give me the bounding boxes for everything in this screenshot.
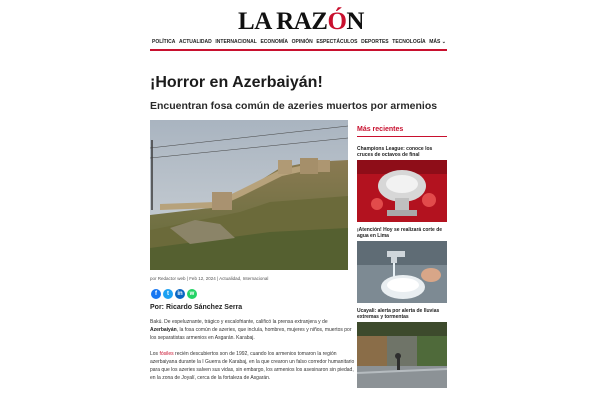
article-paragraph-1: Bakú. De espeluznante, trágico y escalofriante, calificó la prensa extranjera y de Azerbaiyán, la fosa común de azeries, que incluía, hombres, mujeres y niños, muertos por los separatistas armenios en Asgarán. Karabaj.	[150, 319, 352, 341]
article-paragraph-2: Los fósiles recién descubiertos son de 1992, cuando los armenios tomaron la región azerbaiyana durante la I Guerra de Karabaj, en la que crearon un falso corredor humanitario para que los azeries salven sus vidas, sin embargo, los armenios los asesinaron sin piedad, en la zona de Joyalí, cerca de la fortaleza de Asgarán.	[150, 351, 355, 381]
nav-opinion[interactable]: OPINIÓN	[291, 39, 313, 45]
nav-mas[interactable]: MÁS ⌄	[429, 39, 446, 45]
nav-economia[interactable]: ECONOMÍA	[260, 39, 288, 45]
main-nav	[152, 37, 446, 47]
nav-politica[interactable]: POLÍTICA	[152, 39, 176, 45]
whatsapp-share-icon[interactable]: w	[187, 289, 197, 299]
article-byline: Por: Ricardo Sánchez Serra	[150, 304, 243, 311]
article-headline: ¡Horror en Azerbaiyán!	[150, 74, 323, 91]
facebook-share-icon[interactable]: f	[151, 289, 161, 299]
nav-internacional[interactable]: INTERNACIONAL	[215, 39, 257, 45]
nav-divider	[150, 49, 447, 51]
azerbaiyan-keyword: Azerbaiyán	[150, 327, 177, 333]
nav-tecnologia[interactable]: TECNOLOGÍA	[392, 39, 426, 45]
sidebar-title: Más recientes	[357, 126, 404, 133]
sidebar-item-title[interactable]: Champions League: conoce los cruces de octavos de final	[357, 146, 433, 158]
sidebar-thumb-rain[interactable]	[357, 322, 447, 388]
sidebar-thumb-champions[interactable]	[357, 160, 447, 222]
sidebar-divider	[357, 136, 447, 137]
site-header	[0, 0, 602, 52]
share-bar	[151, 289, 197, 299]
article-subhead: Encuentran fosa común de azeries muertos por armenios	[150, 100, 438, 112]
hero-image-fortress	[150, 120, 348, 270]
fosiles-link[interactable]: fósiles	[159, 351, 174, 357]
nav-espectaculos[interactable]: ESPECTÁCULOS	[316, 39, 358, 45]
sidebar-item-title[interactable]: Ucayali: alerta por alerta de lluvias extremas y tormentas	[357, 308, 440, 320]
linkedin-share-icon[interactable]: in	[175, 289, 185, 299]
article-meta: por Redactor web | Feb 12, 2024 | Actualidad, Internacional	[150, 276, 269, 281]
nav-deportes[interactable]: DEPORTES	[361, 39, 389, 45]
site-logo[interactable]: LA RAZÓN	[238, 8, 364, 35]
twitter-share-icon[interactable]: t	[163, 289, 173, 299]
sidebar-thumb-water[interactable]	[357, 241, 447, 303]
sidebar-item-title[interactable]: ¡Atención! Hoy se realizará corte de agua en Lima	[357, 227, 443, 239]
nav-actualidad[interactable]: ACTUALIDAD	[178, 39, 212, 45]
